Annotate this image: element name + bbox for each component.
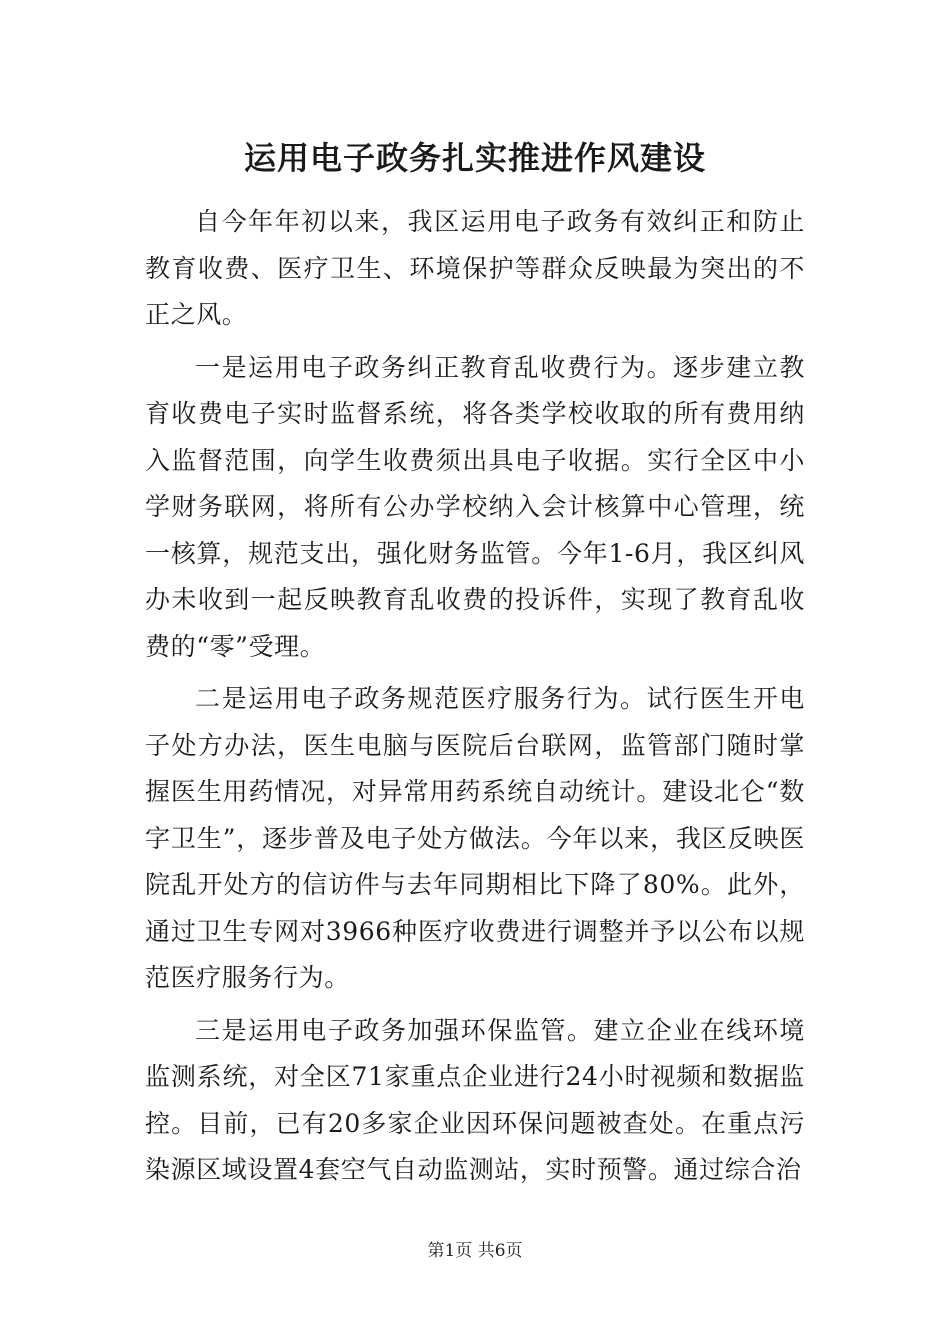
document-title: 运用电子政务扎实推进作风建设 <box>243 139 706 177</box>
paragraph-intro: 自今年年初以来，我区运用电子政务有效纠正和防止教育收费、医疗卫生、环境保护等群众反映最为突出的不正之风。 <box>145 207 805 329</box>
paragraph-environment: 三是运用电子政务加强环保监管。建立企业在线环境监测系统，对全区71家重点企业进行24小时视频和数据监控。目前，已有20多家企业因环保问题被查处。在重点污染源区域设置4套空气自动监测站，实时预警。通过综合治 <box>145 1015 805 1184</box>
paragraph-education: 一是运用电子政务纠正教育乱收费行为。逐步建立教育收费电子实时监督系统，将各类学校收取的所有费用纳入监督范围，向学生收费须出具电子收据。实行全区中小学财务联网，将所有公办学校纳入会计核算中心管理，统一核算，规范支出，强化财务监管。今年1-6月，我区纠风办未收到一起反映教育乱收费的投诉件，实现了教育乱收费的“零”受理。 <box>145 352 805 661</box>
document-body <box>145 199 805 1200</box>
paragraph-medical: 二是运用电子政务规范医疗服务行为。试行医生开电子处方办法，医生电脑与医院后台联网，监管部门随时掌握医生用药情况，对异常用药系统自动统计。建设北仑“数字卫生”，逐步普及电子处方做法。今年以来，我区反映医院乱开处方的信访件与去年同期相比下降了80%。此外，通过卫生专网对3966种医疗收费进行调整并予以公布以规范医疗服务行为。 <box>145 684 805 992</box>
page-footer: 第1页 共6页 <box>427 1241 523 1261</box>
